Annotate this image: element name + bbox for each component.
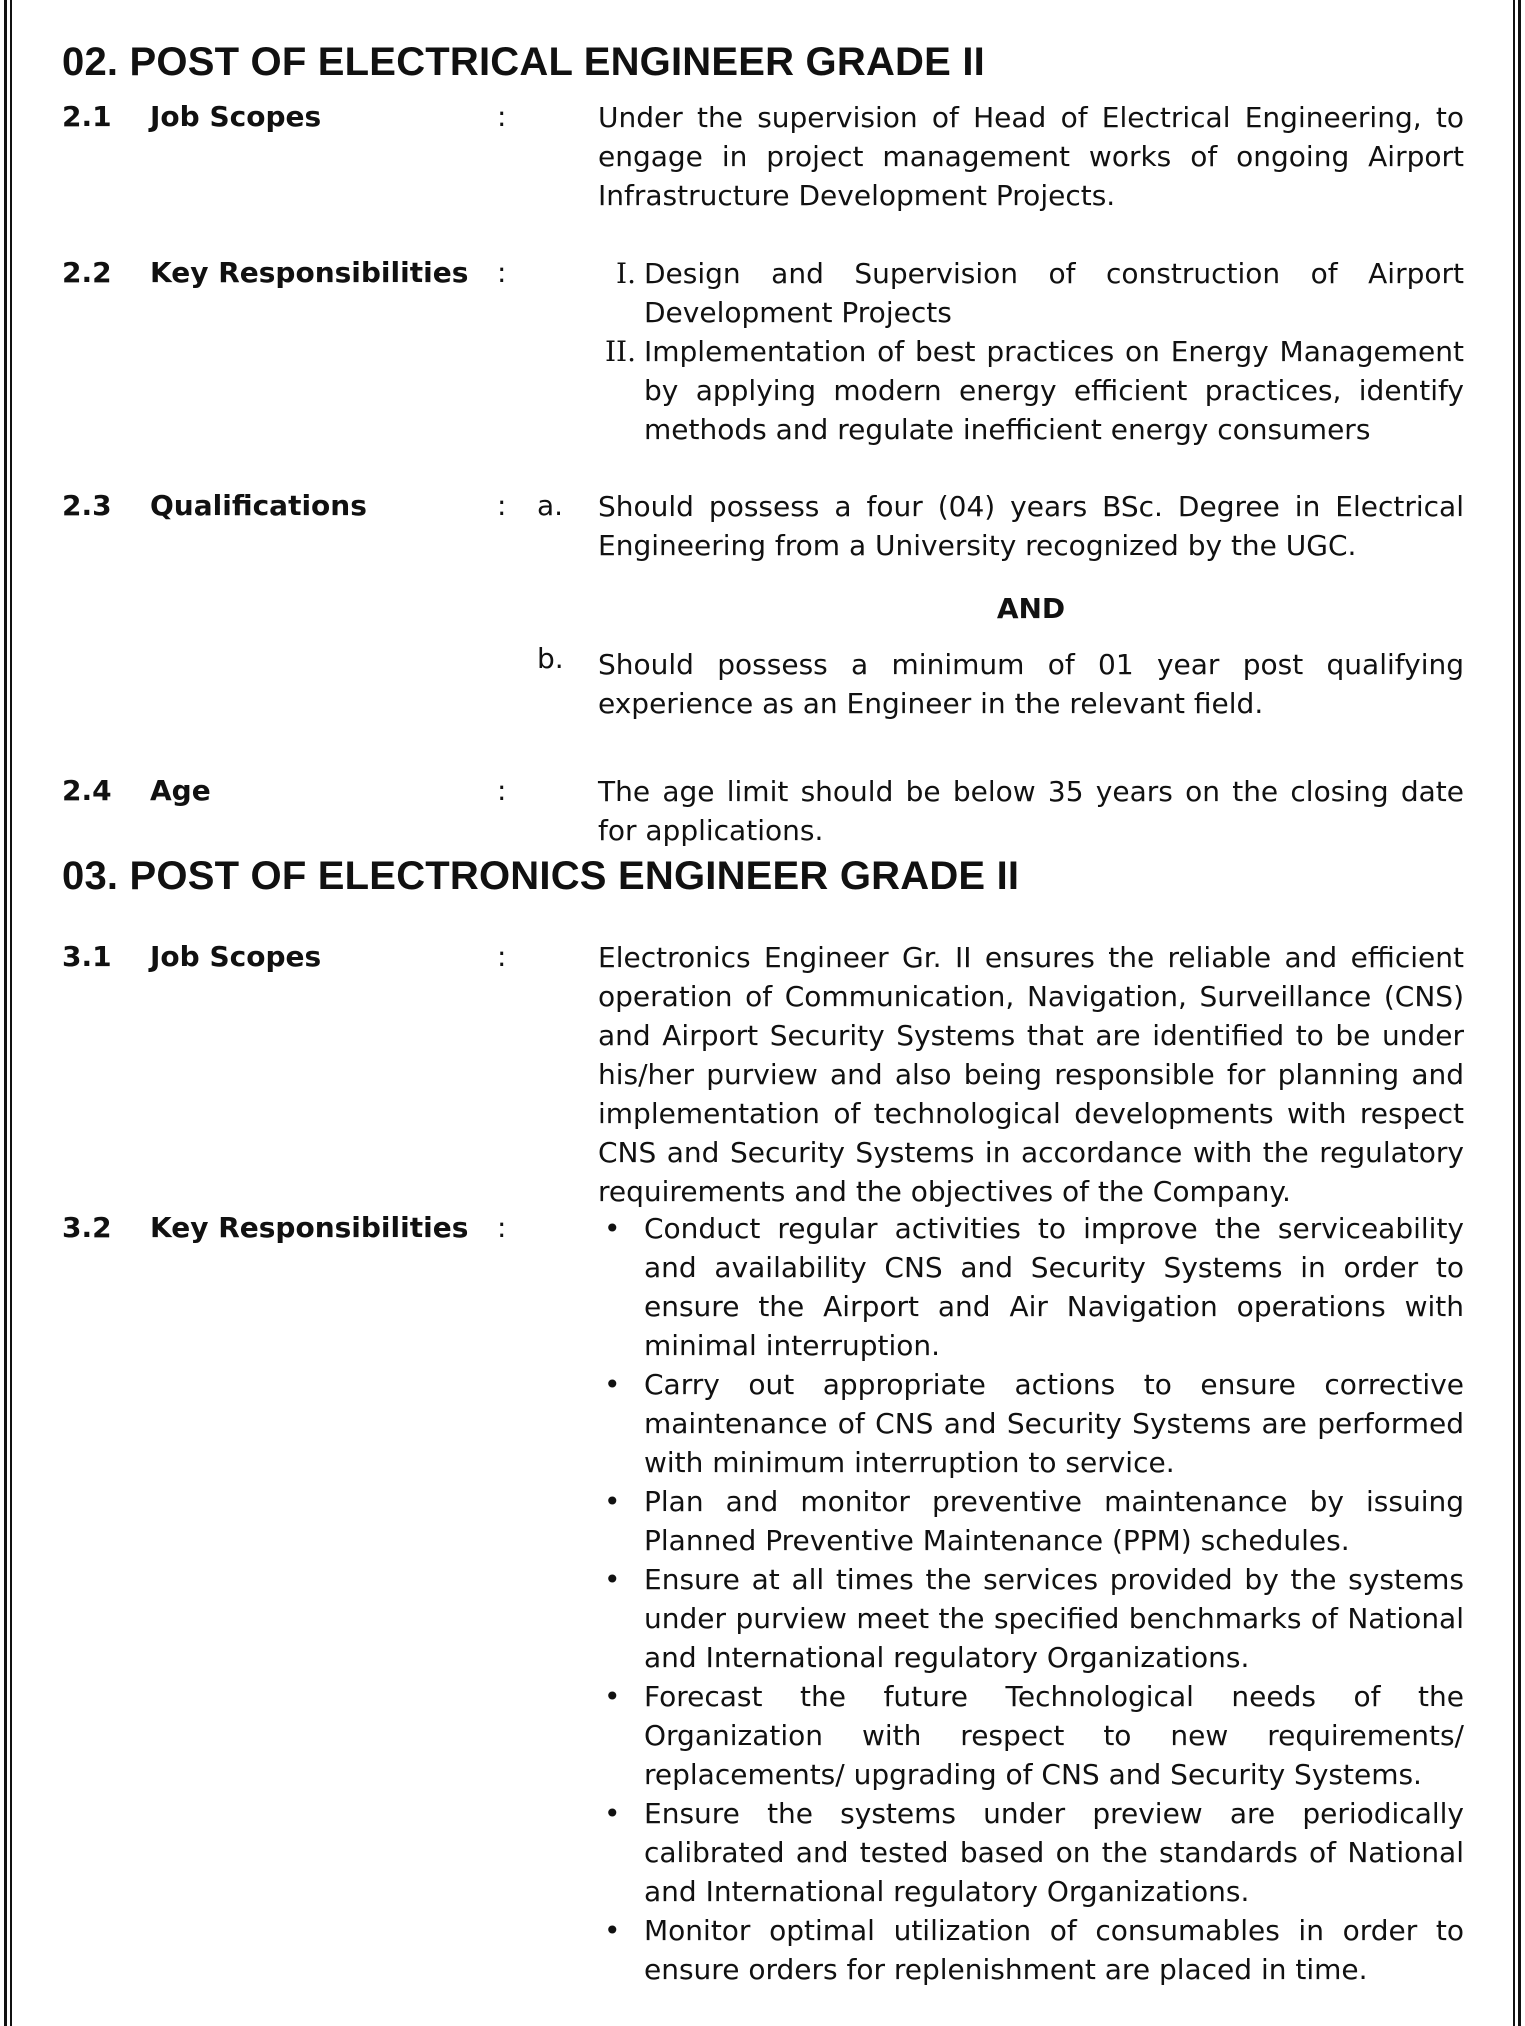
list-item [604,1794,1464,1911]
responsibilities-list [598,254,1464,449]
responsibilities-bullet-list [598,1209,1464,1989]
list-marker: I. [616,257,636,290]
qualification-a-marker: a. [537,489,564,522]
bullet-icon: • [604,1914,621,1947]
and-separator: AND [996,592,1066,625]
list-item-text: Monitor optimal utilization of consumables in order to ensure orders for replenishment are placed in time. [644,1914,1464,1986]
age-text: The age limit should be below 35 years on the closing date for applications. [598,775,1464,847]
job-scopes-text: Electronics Engineer Gr. II ensures the reliable and efficient operation of Communication, Navigation, Surveillance (CNS) and Airport Security Systems that are identified to be under his/her purview and also being responsible for planning and implementation of technological developments with respect CNS and Security Systems in accordance with the regulatory requirements and the objectives of the Company. [598,941,1464,1208]
item-colon: : [497,256,507,289]
item-colon: : [497,489,507,522]
bullet-icon: • [604,1368,621,1401]
page-border-left-inner [10,0,12,2026]
list-item [604,1560,1464,1677]
item-number: 2.4 [62,774,112,807]
list-item [604,1209,1464,1365]
item-number: 2.3 [62,489,112,522]
item-colon: : [497,774,507,807]
item-label-qualifications: Qualifications [150,489,367,522]
list-item [604,1365,1464,1482]
list-item-text: Ensure at all times the services provided by the systems under purview meet the specified benchmarks of National and International regulatory Organizations. [644,1563,1464,1674]
page-border-right [1518,0,1521,2026]
list-item [604,332,1464,449]
section-heading-electronics: 03. POST OF ELECTRONICS ENGINEER GRADE II [62,854,1020,898]
list-item-text: Forecast the future Technological needs of the Organization with respect to new requirements/ replacements/ upgrading of CNS and Security Systems. [644,1680,1464,1791]
job-scopes-text: Under the supervision of Head of Electrical Engineering, to engage in project management works of ongoing Airport Infrastructure Development Projects. [598,101,1464,212]
item-label-key-responsibilities: Key Responsibilities [150,1211,469,1244]
list-item-text: Conduct regular activities to improve the serviceability and availability CNS and Security Systems in order to ensure the Airport and Air Navigation operations with minimal interruption. [644,1212,1464,1362]
list-item-text: Implementation of best practices on Energy Management by applying modern energy efficient practices, identify methods and regulate inefficient energy consumers [644,335,1464,446]
qualification-b-text: Should possess a minimum of 01 year post qualifying experience as an Engineer in the relevant field. [598,648,1464,720]
bullet-icon: • [604,1680,621,1713]
item-label-job-scopes: Job Scopes [150,940,322,973]
bullet-icon: • [604,1797,621,1830]
bullet-icon: • [604,1563,621,1596]
list-item [604,1482,1464,1560]
list-item [604,1677,1464,1794]
item-number: 2.1 [62,100,112,133]
page-border-left [4,0,7,2026]
page-border-right-inner [1513,0,1515,2026]
list-item-text: Plan and monitor preventive maintenance by issuing Planned Preventive Maintenance (PPM) schedules. [644,1485,1464,1557]
section-heading-electrical: 02. POST OF ELECTRICAL ENGINEER GRADE II [62,40,985,84]
list-item [604,1911,1464,1989]
item-number: 2.2 [62,256,112,289]
list-item [616,254,1464,332]
bullet-icon: • [604,1212,621,1245]
item-colon: : [497,1211,507,1244]
item-label-age: Age [150,774,211,807]
item-label-key-responsibilities: Key Responsibilities [150,256,469,289]
item-colon: : [497,100,507,133]
list-item-text: Design and Supervision of construction of Airport Development Projects [644,257,1464,329]
list-item-text: Ensure the systems under preview are periodically calibrated and tested based on the standards of National and International regulatory Organizations. [644,1797,1464,1908]
bullet-icon: • [604,1485,621,1518]
list-marker: II. [604,335,636,368]
qualification-b-marker: b. [537,642,564,675]
list-item-text: Carry out appropriate actions to ensure corrective maintenance of CNS and Security Systems are performed with minimum interruption to service. [644,1368,1464,1479]
item-number: 3.2 [62,1211,112,1244]
item-colon: : [497,940,507,973]
item-number: 3.1 [62,940,112,973]
qualification-a-text: Should possess a four (04) years BSc. Degree in Electrical Engineering from a University recognized by the UGC. [598,490,1464,562]
item-label-job-scopes: Job Scopes [150,100,322,133]
